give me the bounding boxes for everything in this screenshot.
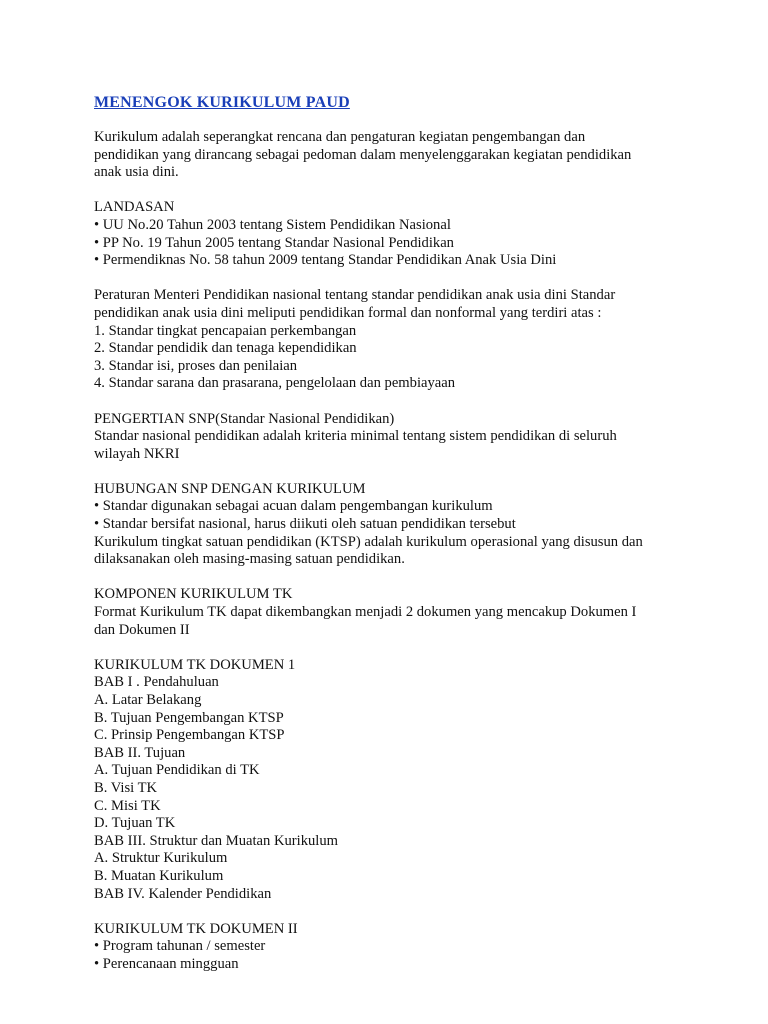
dokumen2-item: • Perencanaan mingguan [94,956,694,974]
dokumen2-section [94,921,694,974]
dokumen1-line: A. Tujuan Pendidikan di TK [94,762,260,779]
dokumen1-heading: KURIKULUM TK DOKUMEN 1 [94,656,296,673]
dokumen2-heading: KURIKULUM TK DOKUMEN II [94,920,298,937]
dokumen1-line: B. Visi TK [94,779,158,796]
dokumen1-line: BAB III. Struktur dan Muatan Kurikulum [94,832,339,849]
pengertian-line: wilayah NKRI [94,445,180,462]
hubungan-item: • Standar digunakan sebagai acuan dalam pengembangan kurikulum [94,498,694,516]
dokumen1-line: C. Prinsip Pengembangan KTSP [94,727,285,744]
dokumen1-line: A. Struktur Kurikulum [94,850,228,867]
dokumen2-item: • Program tahunan / semester [94,938,694,956]
intro-line: anak usia dini. [94,164,179,181]
pengertian-heading: PENGERTIAN SNP(Standar Nasional Pendidikan) [94,410,395,427]
peraturan-section [94,287,694,393]
peraturan-line: pendidikan anak usia dini meliputi pendidikan formal dan nonformal yang terdiri atas : [94,304,602,321]
pengertian-line: Standar nasional pendidikan adalah kriteria minimal tentang sistem pendidikan di seluruh [94,428,617,445]
dokumen1-line: D. Tujuan TK [94,815,176,832]
dokumen1-line: B. Muatan Kurikulum [94,867,224,884]
hubungan-line: Kurikulum tingkat satuan pendidikan (KTSP) adalah kurikulum operasional yang disusun dan [94,533,643,550]
hubungan-heading: HUBUNGAN SNP DENGAN KURIKULUM [94,480,366,497]
hubungan-line: dilaksanakan oleh masing-masing satuan pendidikan. [94,551,405,568]
dokumen1-section [94,657,694,903]
dokumen1-line: BAB I . Pendahuluan [94,674,219,691]
peraturan-item: 4. Standar sarana dan prasarana, pengelolaan dan pembiayaan [94,375,456,392]
document-page [94,93,694,974]
pengertian-section [94,411,694,464]
dokumen1-line: C. Misi TK [94,797,161,814]
dokumen1-line: A. Latar Belakang [94,692,202,708]
peraturan-item: 3. Standar isi, proses dan penilaian [94,357,298,374]
komponen-section [94,586,694,639]
intro-line: Kurikulum adalah seperangkat rencana dan pengaturan kegiatan pengembangan dan [94,129,586,145]
landasan-item: • Permendiknas No. 58 tahun 2009 tentang Standar Pendidikan Anak Usia Dini [94,252,694,270]
landasan-section [94,199,694,269]
komponen-line: dan Dokumen II [94,621,190,638]
dokumen1-line: BAB IV. Kalender Pendidikan [94,885,272,902]
intro-paragraph [94,129,694,182]
document-title[interactable]: MENENGOK KURIKULUM PAUD [94,94,350,111]
landasan-item: • UU No.20 Tahun 2003 tentang Sistem Pendidikan Nasional [94,217,694,235]
intro-line: pendidikan yang dirancang sebagai pedoman dalam menyelenggarakan kegiatan pendidikan [94,146,632,163]
dokumen1-line: B. Tujuan Pengembangan KTSP [94,709,284,726]
peraturan-line: Peraturan Menteri Pendidikan nasional tentang standar pendidikan anak usia dini Standar [94,287,616,304]
komponen-heading: KOMPONEN KURIKULUM TK [94,586,293,603]
hubungan-section [94,481,694,569]
komponen-line: Format Kurikulum TK dapat dikembangkan menjadi 2 dokumen yang mencakup Dokumen I [94,604,637,621]
landasan-heading: LANDASAN [94,199,175,216]
landasan-item: • PP No. 19 Tahun 2005 tentang Standar Nasional Pendidikan [94,235,694,253]
dokumen1-line: BAB II. Tujuan [94,744,186,761]
peraturan-item: 1. Standar tingkat pencapaian perkembangan [94,322,357,339]
peraturan-item: 2. Standar pendidik dan tenaga kependidikan [94,340,357,357]
hubungan-item: • Standar bersifat nasional, harus diikuti oleh satuan pendidikan tersebut [94,516,694,534]
